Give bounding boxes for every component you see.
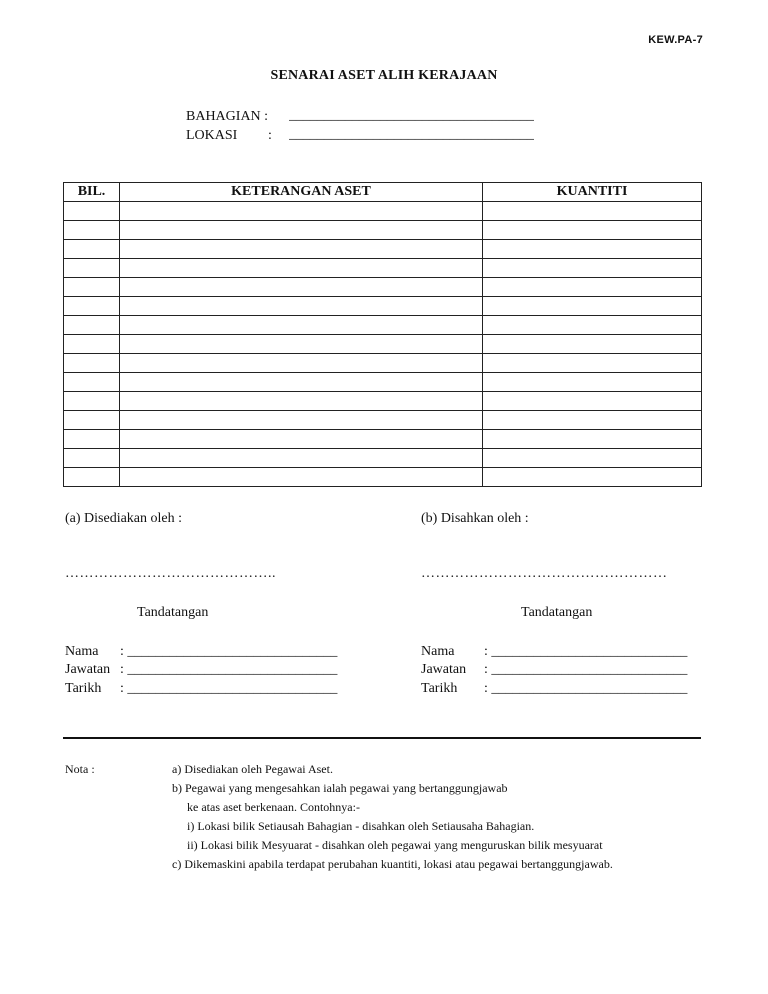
approved-jawatan-label: Jawatan (421, 662, 467, 677)
bil-cell[interactable] (64, 335, 120, 354)
approved-nama-field[interactable]: : ____________________________ (484, 644, 688, 659)
keterangan-cell[interactable] (120, 259, 483, 278)
keterangan-cell[interactable] (120, 278, 483, 297)
kuantiti-cell[interactable] (483, 221, 702, 240)
header-kuantiti: KUANTITI (483, 183, 702, 202)
table-row (64, 373, 702, 392)
table-row (64, 411, 702, 430)
keterangan-cell[interactable] (120, 430, 483, 449)
approved-signature-label: Tandatangan (521, 605, 593, 620)
kuantiti-cell[interactable] (483, 411, 702, 430)
keterangan-cell[interactable] (120, 392, 483, 411)
bil-cell[interactable] (64, 411, 120, 430)
header-keterangan: KETERANGAN ASET (120, 183, 483, 202)
bil-cell[interactable] (64, 240, 120, 259)
keterangan-cell[interactable] (120, 468, 483, 487)
table-row (64, 335, 702, 354)
approved-nama-label: Nama (421, 644, 455, 659)
table-row (64, 449, 702, 468)
table-row (64, 316, 702, 335)
keterangan-cell[interactable] (120, 240, 483, 259)
kuantiti-cell[interactable] (483, 297, 702, 316)
keterangan-cell[interactable] (120, 411, 483, 430)
kuantiti-cell[interactable] (483, 278, 702, 297)
page-title: SENARAI ASET ALIH KERAJAAN (270, 68, 498, 83)
table-row (64, 202, 702, 221)
keterangan-cell[interactable] (120, 202, 483, 221)
nota-item-b: b) Pegawai yang mengesahkan ialah pegawai yang bertanggungjawab (172, 781, 508, 795)
asset-table-body (64, 202, 702, 487)
prepared-nama-label: Nama (65, 644, 99, 659)
table-row (64, 430, 702, 449)
approved-tarikh-label: Tarikh (421, 681, 458, 696)
kuantiti-cell[interactable] (483, 449, 702, 468)
table-row (64, 354, 702, 373)
approved-signature-line[interactable]: …………………………………………… (421, 566, 668, 581)
field-bahagian (186, 109, 566, 129)
lokasi-line[interactable]: ___________________________________ (289, 127, 534, 142)
nota-item-c: c) Dikemaskini apabila terdapat perubahan kuantiti, lokasi atau pegawai bertanggungjawab. (172, 857, 613, 871)
form-code: KEW.PA-7 (648, 34, 703, 46)
kuantiti-cell[interactable] (483, 259, 702, 278)
table-row (64, 392, 702, 411)
table-row (64, 259, 702, 278)
kuantiti-cell[interactable] (483, 335, 702, 354)
bil-cell[interactable] (64, 449, 120, 468)
kuantiti-cell[interactable] (483, 316, 702, 335)
bil-cell[interactable] (64, 316, 120, 335)
prepared-signature-label: Tandatangan (137, 605, 209, 620)
bil-cell[interactable] (64, 392, 120, 411)
bil-cell[interactable] (64, 354, 120, 373)
prepared-tarikh-label: Tarikh (65, 681, 102, 696)
bil-cell[interactable] (64, 373, 120, 392)
prepared-nama-field[interactable]: : ______________________________ (120, 644, 338, 659)
table-row (64, 221, 702, 240)
bil-cell[interactable] (64, 468, 120, 487)
bil-cell[interactable] (64, 259, 120, 278)
keterangan-cell[interactable] (120, 335, 483, 354)
table-row (64, 297, 702, 316)
bil-cell[interactable] (64, 202, 120, 221)
prepared-by-heading: (a) Disediakan oleh : (65, 511, 183, 526)
nota-item-a: a) Disediakan oleh Pegawai Aset. (172, 762, 333, 776)
keterangan-cell[interactable] (120, 373, 483, 392)
kuantiti-cell[interactable] (483, 202, 702, 221)
prepared-tarikh-field[interactable]: : ______________________________ (120, 681, 338, 696)
lokasi-colon: : (268, 128, 272, 143)
lokasi-label: LOKASI (186, 128, 238, 143)
bahagian-line[interactable]: ___________________________________ (289, 108, 534, 123)
approved-by-heading: (b) Disahkan oleh : (421, 511, 529, 526)
keterangan-cell[interactable] (120, 316, 483, 335)
table-header-row (64, 183, 702, 202)
nota-item-b-cont: ke atas aset berkenaan. Contohnya:- (187, 800, 360, 814)
keterangan-cell[interactable] (120, 354, 483, 373)
kuantiti-cell[interactable] (483, 430, 702, 449)
prepared-signature-line[interactable]: …………………………………….. (65, 566, 276, 581)
asset-table (63, 182, 702, 487)
table-row (64, 278, 702, 297)
nota-label: Nota : (65, 762, 95, 776)
prepared-jawatan-field[interactable]: : ______________________________ (120, 662, 338, 677)
bil-cell[interactable] (64, 430, 120, 449)
keterangan-cell[interactable] (120, 449, 483, 468)
header-bil: BIL. (64, 183, 120, 202)
kuantiti-cell[interactable] (483, 373, 702, 392)
field-lokasi (186, 128, 566, 148)
keterangan-cell[interactable] (120, 297, 483, 316)
approved-tarikh-field[interactable]: : ____________________________ (484, 681, 688, 696)
prepared-jawatan-label: Jawatan (65, 662, 111, 677)
kuantiti-cell[interactable] (483, 468, 702, 487)
nota-item-b-ii: ii) Lokasi bilik Mesyuarat - disahkan oleh pegawai yang menguruskan bilik mesyuarat (187, 838, 603, 852)
kuantiti-cell[interactable] (483, 354, 702, 373)
table-row (64, 240, 702, 259)
bahagian-label: BAHAGIAN : (186, 109, 269, 124)
nota-item-b-i: i) Lokasi bilik Setiausah Bahagian - disahkan oleh Setiausaha Bahagian. (187, 819, 535, 833)
kuantiti-cell[interactable] (483, 240, 702, 259)
keterangan-cell[interactable] (120, 221, 483, 240)
bil-cell[interactable] (64, 278, 120, 297)
bil-cell[interactable] (64, 221, 120, 240)
approved-jawatan-field[interactable]: : ____________________________ (484, 662, 688, 677)
section-divider (63, 737, 701, 739)
table-row (64, 468, 702, 487)
bil-cell[interactable] (64, 297, 120, 316)
kuantiti-cell[interactable] (483, 392, 702, 411)
